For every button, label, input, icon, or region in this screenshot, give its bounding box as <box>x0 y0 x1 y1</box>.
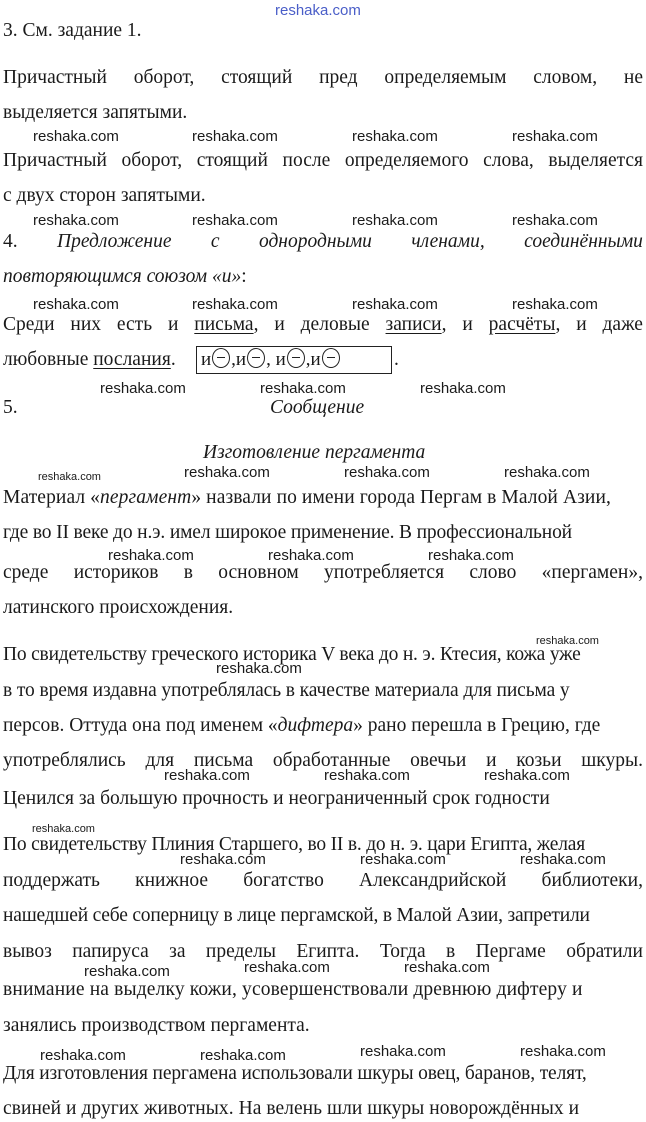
watermark: reshaka.com <box>512 296 598 313</box>
word: оборот, <box>133 67 195 88</box>
word: однородными <box>258 231 372 252</box>
member-circle-icon <box>287 348 305 368</box>
scheme-conj: и <box>201 349 212 370</box>
word: есть <box>116 314 153 335</box>
task4-number: 4. <box>3 231 18 252</box>
homogeneous-member <box>386 313 447 337</box>
homogeneous-member <box>194 313 258 337</box>
task4-sentence-line1 <box>3 313 643 337</box>
word: для <box>145 750 175 771</box>
word: Предложение <box>57 231 172 252</box>
word: Причастный <box>3 67 107 88</box>
watermark: reshaka.com <box>324 767 410 784</box>
p4-line2: свиней и других животных. На велень шли шкуры новорождённых и <box>3 1098 580 1119</box>
watermark: reshaka.com <box>100 380 186 397</box>
text: » назвали по имени города Пергам в Малой Азии, <box>191 487 611 508</box>
word: словом, <box>533 67 598 88</box>
word: Тогда <box>379 941 426 962</box>
watermark: reshaka.com <box>520 1043 606 1060</box>
scheme-conj: ,и <box>231 349 247 370</box>
word: и <box>576 314 587 335</box>
watermark: reshaka.com <box>275 2 361 19</box>
member-circle-icon <box>247 348 265 368</box>
word: после <box>282 150 331 171</box>
underlined-word: записи <box>385 314 442 335</box>
p1-line4: латинского происхождения. <box>3 597 234 618</box>
word: употребляется <box>324 562 445 583</box>
word: употреблялись <box>3 750 126 771</box>
task5-number: 5. <box>3 397 18 418</box>
word: в <box>446 941 456 962</box>
task3-rule2-line2: с двух сторон запятыми. <box>3 185 206 206</box>
underlined-word: письма <box>194 314 254 335</box>
word: историков <box>73 562 159 583</box>
task5-subtitle: Изготовление пергамента <box>203 442 426 463</box>
watermark: reshaka.com <box>164 767 250 784</box>
period: . <box>170 349 176 370</box>
word: основном <box>218 562 299 583</box>
member-circle-icon <box>212 348 230 368</box>
p1-line3 <box>3 561 643 585</box>
underlined-word: расчёты <box>488 314 556 335</box>
word: стоящий <box>221 67 293 88</box>
word: слово <box>469 562 517 583</box>
word: вывоз <box>3 941 52 962</box>
watermark: reshaka.com <box>260 380 346 397</box>
watermark: reshaka.com <box>536 635 599 647</box>
word: не <box>623 67 643 88</box>
watermark: reshaka.com <box>512 128 598 145</box>
p3-line6: занялись производством пергамента. <box>3 1015 310 1036</box>
word: Пергаме <box>475 941 546 962</box>
task5-title: Сообщение <box>270 397 365 418</box>
p3-line2 <box>3 869 643 893</box>
p3-line1: По свидетельству Плиния Старшего, во II в. до н. э. цари Египта, желая <box>3 834 585 855</box>
watermark: reshaka.com <box>352 296 438 313</box>
word: и <box>274 314 285 335</box>
task3-rule1-line1 <box>3 66 643 90</box>
watermark: reshaka.com <box>108 547 194 564</box>
word: пределы <box>205 941 276 962</box>
watermark: reshaka.com <box>484 767 570 784</box>
word: членами, <box>411 231 485 252</box>
scheme-conj: , и <box>266 349 286 370</box>
term-difftera: дифтера <box>277 715 354 736</box>
watermark: reshaka.com <box>520 851 606 868</box>
watermark: reshaka.com <box>352 128 438 145</box>
p4-line1: Для изготовления пергамена использовали шкуры овец, баранов, телят, <box>3 1063 587 1084</box>
watermark: reshaka.com <box>32 823 95 835</box>
word: поддержать <box>3 870 100 891</box>
p2-line5: Ценился за большую прочность и неограниченный срок годности <box>3 788 550 809</box>
watermark: reshaka.com <box>360 1043 446 1060</box>
sentence-scheme <box>196 346 392 374</box>
task3-heading: 3. См. задание 1. <box>3 20 142 41</box>
word: любовные <box>3 349 89 370</box>
word: них <box>70 314 102 335</box>
word: пред <box>319 67 358 88</box>
watermark: reshaka.com <box>33 212 119 229</box>
word: определяемого <box>344 150 469 171</box>
word: «пергамен», <box>541 562 643 583</box>
word: Среди <box>3 314 55 335</box>
comma: , <box>441 314 447 335</box>
comma: , <box>253 314 259 335</box>
watermark: reshaka.com <box>33 296 119 313</box>
word: письма <box>193 750 254 771</box>
word: Александрийской <box>359 870 507 891</box>
colon: : <box>241 266 247 287</box>
task3-rule2-line1 <box>3 149 643 173</box>
word: Египта. <box>296 941 360 962</box>
watermark: reshaka.com <box>38 471 101 483</box>
p2-line1: По свидетельству греческого историка V века до н. э. Ктесия, кожа уже <box>3 644 581 665</box>
word: выделяется <box>548 150 643 171</box>
watermark: reshaka.com <box>344 464 430 481</box>
p1-line1 <box>3 486 643 510</box>
watermark: reshaka.com <box>184 464 270 481</box>
word: и <box>486 750 497 771</box>
task4-title-line1 <box>3 230 643 254</box>
p3-line3: нашедшей себе соперницу в лице пергамской, в Малой Азии, запретили <box>3 905 590 926</box>
word: папируса <box>72 941 149 962</box>
task4-title-text: повторяющимся союзом «и» <box>3 266 242 287</box>
watermark: reshaka.com <box>352 212 438 229</box>
p2-line3 <box>3 714 643 738</box>
watermark: reshaka.com <box>180 851 266 868</box>
word: обратили <box>566 941 643 962</box>
watermark: reshaka.com <box>33 128 119 145</box>
word: обработанные <box>272 750 391 771</box>
word: определяемым <box>384 67 507 88</box>
word: овечьи <box>410 750 467 771</box>
word: и <box>462 314 473 335</box>
text: Материал « <box>3 487 101 508</box>
watermark: reshaka.com <box>244 959 330 976</box>
word: богатство <box>243 870 324 891</box>
watermark: reshaka.com <box>200 1047 286 1064</box>
word: даже <box>602 314 643 335</box>
word: библиотеки, <box>541 870 643 891</box>
word: и <box>167 314 179 335</box>
scheme-conj: ,и <box>305 349 321 370</box>
p2-line2: в то время издавна употреблялась в качестве материала для письма у <box>3 680 570 701</box>
text: персов. Оттуда она под именем « <box>3 715 278 736</box>
word: деловые <box>300 314 370 335</box>
comma: , <box>555 314 561 335</box>
watermark: reshaka.com <box>420 380 506 397</box>
text: » рано перешла в Грецию, где <box>353 715 601 736</box>
member-circle-icon <box>322 348 340 368</box>
word: соединёнными <box>524 231 643 252</box>
word: за <box>169 941 186 962</box>
word: Причастный <box>3 150 107 171</box>
watermark: reshaka.com <box>360 851 446 868</box>
word: с <box>210 231 220 252</box>
watermark: reshaka.com <box>504 464 590 481</box>
p1-line2: где во II веке до н.э. имел широкое применение. В профессиональной <box>3 522 572 543</box>
word: козьи <box>516 750 562 771</box>
watermark: reshaka.com <box>268 547 354 564</box>
word: стоящий <box>196 150 268 171</box>
word: книжное <box>135 870 209 891</box>
word: оборот, <box>121 150 183 171</box>
word: слова, <box>483 150 534 171</box>
scheme-period: . <box>394 349 399 370</box>
word: в <box>183 562 193 583</box>
watermark: reshaka.com <box>192 128 278 145</box>
word: шкуры. <box>581 750 643 771</box>
term-pergament: пергамент <box>100 487 192 508</box>
watermark: reshaka.com <box>192 212 278 229</box>
underlined-word: послания <box>93 349 171 370</box>
watermark: reshaka.com <box>216 660 302 677</box>
task4-title-line2 <box>3 265 643 289</box>
homogeneous-member <box>489 313 561 337</box>
word: среде <box>3 562 49 583</box>
p3-line5: внимание на выделку кожи, усовершенствовали древнюю дифтеру и <box>3 979 583 1000</box>
task3-rule1-line2: выделяется запятыми. <box>3 102 188 123</box>
watermark: reshaka.com <box>192 296 278 313</box>
watermark: reshaka.com <box>428 547 514 564</box>
watermark: reshaka.com <box>40 1047 126 1064</box>
watermark: reshaka.com <box>404 959 490 976</box>
watermark: reshaka.com <box>512 212 598 229</box>
watermark: reshaka.com <box>84 963 170 980</box>
